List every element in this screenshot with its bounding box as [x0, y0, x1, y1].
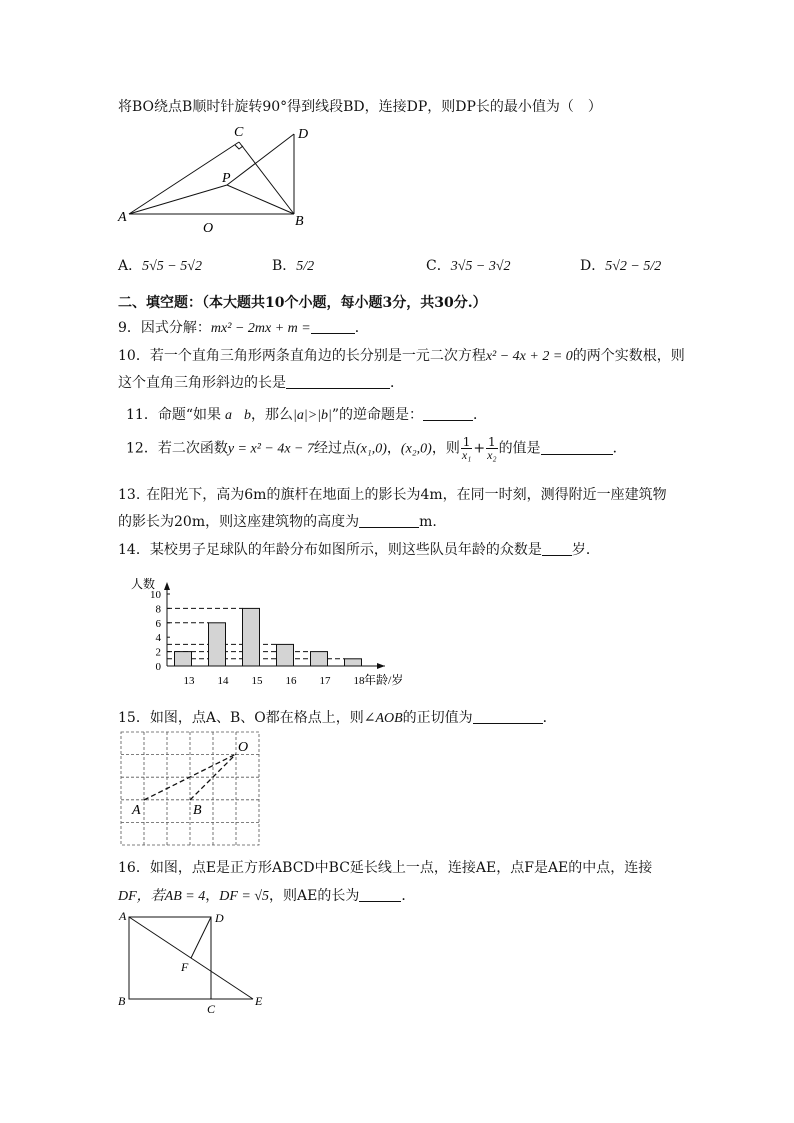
- q12-sep: ，: [386, 440, 401, 457]
- q12-frac1-den: x₁: [461, 448, 472, 462]
- bar-17: [311, 652, 328, 666]
- q15-label-b: B: [193, 803, 202, 818]
- q13-answer-blank[interactable]: [359, 513, 419, 528]
- q10-answer-blank[interactable]: [286, 374, 390, 389]
- bar-16: [277, 644, 294, 666]
- q8-option-b: [272, 255, 314, 275]
- q16-square-figure: [0, 905, 794, 1025]
- q8-option-b-letter: B．: [272, 258, 297, 274]
- q9-answer-blank[interactable]: [311, 319, 355, 334]
- q16-line1-text: 如图，点E是正方形ABCD中BC延长线上一点，连接AE，点F是AE的中点，连接: [149, 860, 653, 876]
- q8-label-b: B: [295, 214, 304, 229]
- q8-option-a: [118, 255, 202, 275]
- x-tick-label: 15: [251, 675, 263, 687]
- q13-line1: [118, 484, 667, 504]
- q8-option-d-letter: D．: [580, 258, 606, 274]
- q14: [118, 539, 600, 559]
- q12-text-a: 若二次函数: [157, 440, 228, 457]
- q12-frac1-num: 1: [462, 435, 471, 449]
- q15-suffix: ．: [542, 710, 557, 726]
- q10-num: 10．: [118, 348, 150, 364]
- x-tick-label: 14: [217, 675, 229, 687]
- y-tick-label: 6: [155, 617, 161, 630]
- q16-label-d: D: [215, 911, 224, 925]
- q10-suffix: ．: [390, 375, 404, 391]
- q12-frac2-den: x₂: [487, 448, 497, 462]
- q12: [126, 436, 627, 461]
- q11-text-a: 命题“如果: [157, 407, 221, 423]
- q15-answer-blank[interactable]: [473, 709, 543, 724]
- q10-line1: [118, 345, 685, 365]
- q10-text-b: 的两个实数根，则: [572, 348, 685, 364]
- q16-line2: [118, 885, 415, 905]
- q15-num: 15．: [118, 710, 150, 726]
- q15-angle: ∠AOB: [363, 711, 403, 726]
- x-tick-label: 16: [285, 675, 297, 687]
- q12-num: 12．: [126, 440, 158, 457]
- q12-frac2-num: 1: [487, 435, 496, 449]
- q16-num: 16．: [118, 860, 150, 876]
- y-tick-label: 10: [150, 589, 161, 601]
- q13-line2: [118, 511, 437, 531]
- bar-15: [243, 608, 260, 666]
- q11-var-b: b: [244, 408, 251, 423]
- q12-point2: (x₂,0): [400, 441, 432, 457]
- q11-suffix: ．: [473, 407, 488, 423]
- x-axis-label: 年龄/岁: [364, 673, 404, 687]
- q11: [126, 404, 487, 424]
- q15-label-o: O: [238, 740, 249, 755]
- q16-line2-text-a: DF，若: [118, 889, 165, 904]
- q10-equation: x² − 4x + 2 = 0: [485, 349, 573, 364]
- q14-num: 14．: [118, 542, 150, 558]
- q16-label-a: A: [119, 909, 127, 923]
- q10-text-a: 若一个直角三角形两条直角边的长分别是一元二次方程: [149, 348, 486, 364]
- q12-func: y = x² − 4x − 7: [227, 441, 315, 457]
- y-axis-label: 人数: [131, 577, 156, 591]
- q8-stem: 将BO绕点B顺时针旋转90°得到线段BD，连接DP，则DP长的最小值为（ ）: [118, 99, 602, 115]
- q15-text-a: 如图，点A、B、O都在格点上，则: [149, 710, 364, 726]
- x-tick-label: 13: [183, 675, 195, 687]
- bar-14: [209, 623, 226, 666]
- q11-text-b: ，那么: [251, 407, 293, 423]
- x-tick-label: 18: [353, 675, 365, 687]
- q12-text-b: 经过点: [314, 440, 357, 457]
- q10-line2-text: 这个直角三角形斜边的长是: [118, 375, 286, 391]
- q16-suffix: ．: [401, 888, 416, 904]
- x-axis-arrow: [377, 663, 385, 669]
- q15-text-b: 的正切值为: [402, 710, 473, 726]
- q13-line2-text: 的影长为20m，则这座建筑物的高度为: [118, 514, 360, 530]
- y-tick-label: 4: [155, 632, 161, 645]
- q12-text-c: ，则: [431, 440, 460, 457]
- q15-label-a: A: [132, 803, 141, 818]
- q8-label-d: D: [298, 127, 309, 142]
- q14-unit: 岁．: [571, 542, 600, 558]
- y-tick-label: 2: [155, 646, 161, 659]
- q11-var-a: a: [225, 408, 232, 423]
- q8-option-b-text: 5/2: [296, 259, 315, 274]
- q8-option-c: [426, 255, 511, 275]
- q9-suffix: ．: [354, 320, 369, 336]
- y-axis-arrow: [164, 582, 170, 590]
- q16-eq2: DF = √5: [219, 889, 270, 904]
- q14-answer-blank[interactable]: [542, 541, 572, 556]
- bar-13: [175, 652, 192, 666]
- q12-frac1: [461, 436, 473, 461]
- q8-figure: [0, 0, 794, 240]
- q16-answer-blank[interactable]: [359, 887, 401, 902]
- q12-point1: (x₁,0): [356, 441, 387, 457]
- q12-suffix: ．: [612, 440, 627, 457]
- q13-line1-text: 在阳光下，高为6m的旗杆在地面上的影长为4m，在同一时刻，测得附近一座建筑物: [146, 487, 667, 503]
- q9-num: 9．: [118, 320, 141, 336]
- x-tick-label: 17: [319, 675, 331, 687]
- q8-option-d-text: 5√2 − 5/2: [605, 259, 662, 274]
- q11-abs: |a|>|b|: [293, 408, 332, 423]
- q12-plus: +: [473, 440, 486, 457]
- section-title: 二、填空题：（本大题共10个小题，每小题3分，共30分.）: [118, 295, 487, 311]
- y-tick-label: 0: [155, 661, 161, 673]
- q10-line2: [118, 372, 404, 392]
- q11-answer-blank[interactable]: [423, 406, 473, 421]
- q16-label-e: E: [255, 994, 263, 1008]
- q8-option-a-letter: A．: [118, 258, 143, 274]
- q9-expr: mx² − 2mx + m =: [210, 321, 311, 336]
- q9: [118, 317, 369, 337]
- q16-line2-text-b: ，则AE的长为: [269, 888, 360, 904]
- q16-label-b: B: [118, 994, 126, 1008]
- q16-sep: ，: [205, 888, 220, 904]
- q8-label-a: A: [118, 210, 127, 225]
- q14-text: 某校男子足球队的年龄分布如图所示，则这些队员年龄的众数是: [149, 542, 542, 558]
- q8-option-d: [580, 255, 661, 275]
- q13-unit: m.: [419, 514, 437, 530]
- y-tick-label: 8: [155, 603, 161, 616]
- q15-grid-figure: [0, 725, 794, 855]
- q11-text-c: ”的逆命题是：: [331, 407, 424, 423]
- q8-label-p: P: [222, 171, 231, 186]
- q16-label-f: F: [181, 960, 189, 974]
- q12-answer-blank[interactable]: [541, 440, 613, 455]
- q16-label-c: C: [207, 1002, 216, 1016]
- q8-option-c-letter: C．: [426, 258, 451, 274]
- q12-text-d: 的值是: [498, 440, 541, 457]
- bar-18: [345, 659, 362, 666]
- q8-option-c-text: 3√5 − 3√2: [450, 259, 511, 274]
- q15: [118, 707, 557, 727]
- q13-num: 13.: [118, 487, 141, 503]
- q8-label-c: C: [234, 125, 244, 140]
- q16-eq1: AB = 4: [164, 889, 206, 904]
- q8-option-a-text: 5√5 − 5√2: [142, 259, 202, 274]
- q9-prefix: 因式分解：: [140, 320, 211, 336]
- q11-num: 11．: [126, 407, 158, 423]
- q12-frac2: [486, 436, 498, 461]
- q14-age-chart: [0, 570, 794, 690]
- q16-line1: [118, 857, 652, 877]
- q8-label-o: O: [203, 221, 214, 236]
